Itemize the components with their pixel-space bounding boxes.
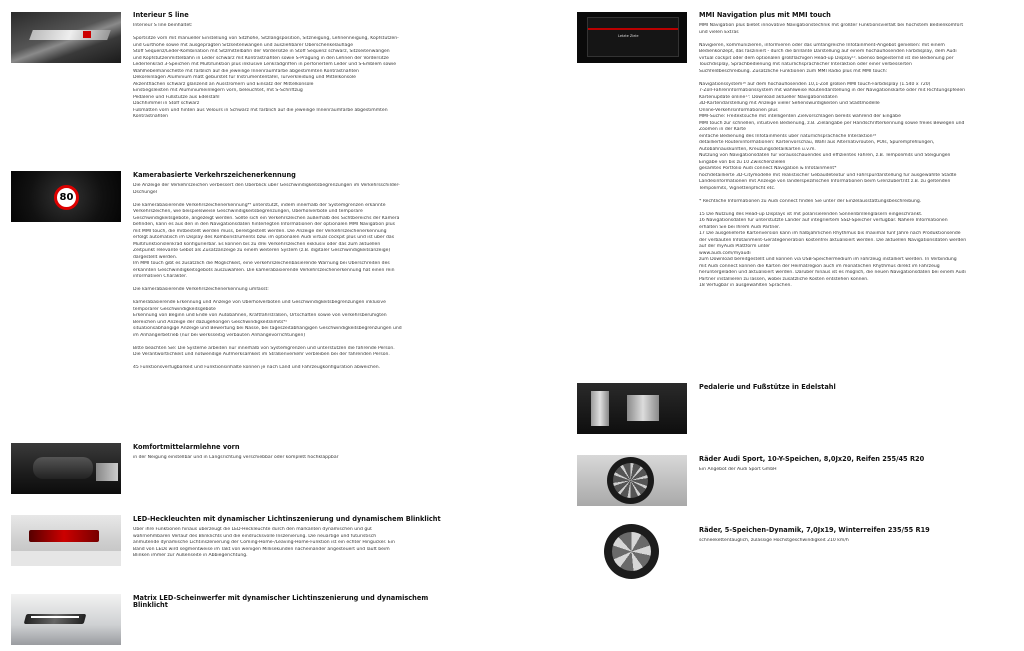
text-line: Suchfeldbeschreibung. Zusätzliche Funktionen zum MMI Radio plus mit MMI touch: [699,68,888,74]
text-line: Ein Angebot der Audi Sport GmbH [699,467,777,472]
wheel-rim-icon [613,463,648,498]
text-line: auf der myAudi Plattform unter [699,244,771,249]
text-line: heruntergeladen und aktualisiert werden. Darüber hinaus ist es möglich, die neuen Navigationsdaten bei einem Audi [699,270,966,275]
feature-title: MMI Navigation plus mit MMI touch [699,11,831,19]
text-line: in der Neigung einstellbar und in Längsrichtung verschiebbar oder komplett hochklappbar [133,455,339,460]
text-line: und Kopfstützenmittelbahn in Leder schwarz mit Kontrastnähten sowie S-Prägung in den Lehnen der Vordersitze [133,55,389,61]
text-line: situationsabhängige Anzeige und Bewertung bei Nässe, bei tageszeitabhängigen Geschwindigkeitsbegrenzungen und [133,326,402,331]
text-line: der verbauten Infotainment-Gerätegeneration kostenfrei aktualisiert werden. Die aktuellen Navigationsdaten werden [699,237,967,243]
text-line: Pedalerie und Fußstütze aus Edelstahl [133,94,220,100]
interior-sill-image [11,12,121,63]
text-line: anmutende dynamische Lichtinszenierung der Coming-Home-/Leaving-Home-Funktion ist ein echter Hingucker. Ein [133,540,395,545]
text-line: Zeitpunkt relevante Gebot als Zusatzanzeige zu einem weiteren System (z.B. digitaler Geschwindigkeitsanzeige) [133,248,391,253]
text-line: Akzentflächen schwarz glänzend an Ausströmern und Einsatz der Mittelkonsole [133,81,314,87]
headlight-image [11,594,121,645]
mmi-screen-label: Letzte Ziele [618,34,639,38]
feature-body [133,23,443,121]
text-line: Zoomen in der Karte [699,127,746,132]
text-line: erhalten Sie bei Ihrem Audi Partner. [699,224,781,230]
text-line: hochdetaillierte 3D-Citymodelle mit realistischer Gebäudetextur und Fahrspurdarstellung für ausgewählte Städte [699,172,957,178]
text-line: erkannten Geschwindigkeitsgebots auszuwählen. Die kamerabasierende Verkehrszeichenerkennung hat einen rein [133,267,395,273]
text-line: Bitte beachten Sie: Die Systeme arbeiten nur innerhalb von Systemgrenzen und unterstützen die fahrende Person. [133,345,395,351]
tail-light-image [11,515,121,566]
text-line: einfache Bedienung des Infotainments über natürlichsprachliche Interaktion¹⁸ [699,133,877,139]
text-line: * Rechtliche Informationen zu Audi connect finden Sie unter der Einzelausstattungsbeschreibung. [699,198,922,204]
feature-title-line2: Blinklicht [133,601,168,609]
text-line: gesamtes Portfolio Audi connect Navigation & Infotainment* [699,166,837,171]
text-line: Die Verantwortlichkeit und notwendige Aufmerksamkeit im Straßenverkehr verbleiben bei der fahrenden Person. [133,352,390,357]
text-line: 15 Die Nutzung des Head-up Displays ist mit polarisierenden Sonnenbrillengläsern eingeschränkt. [699,211,923,217]
feature-body [699,538,1011,545]
text-line: erfolgt automatisch im Display des Kombiinstruments bzw. im optionalen Audi virtual cockpit plus und ist über das [133,235,395,240]
text-line: befinden, kann es aus den in den Navigationsdaten hinterlegten Informationen der optionalen MMI Navigation plus [133,222,395,227]
text-line: Partner installieren zu lassen, wobei zusätzliche Kosten entstehen können. [699,276,869,282]
text-line: Tempolimits, Vignettenpflicht etc. [699,185,776,191]
text-line: Kartenupdate online¹⁷: Download aktueller Navigationsdaten [699,94,838,100]
wheel-rim-icon [612,532,651,571]
s-emblem-icon [83,31,91,38]
text-line: virtual cockpit oder dem optionalen großflächigen Head-up Display¹⁵. Ebenso begeisternd ist die Bedienung per [699,55,954,61]
text-line: Die kamerabasierende Verkehrszeichenerkennung⁴⁴ unterstützt, indem innerhalb der Systemgrenzen erkannte [133,202,386,208]
text-line: Geschwindigkeitsgebote, angezeigt werden. Sollte sich ein Verkehrszeichen außerhalb des Sichtbereichs der Kamera [133,215,400,221]
text-line: Autobahnauskünften, Kreuzungsdetailkarten u.v.m. [699,146,816,152]
feature-body [133,455,443,462]
text-line: Kontrastnähten [133,114,169,119]
text-line: Die kamerabasierende Verkehrszeichenerkennung umfasst: [133,287,269,292]
text-line: MMI-Suche: Freitextsuche mit intelligenten Zielvorschlägen bereits während der Eingabe [699,114,901,119]
text-line: temporärer Geschwindigkeitsgebote [133,306,216,312]
feature-body [699,467,1011,474]
text-line: und Gurthöhe sowie mit ausgeprägten Sitzseitenwangen und ausziehbarer Oberschenkelauflage [133,42,354,48]
feature-body [133,527,443,560]
text-line: im Anhängerbetrieb (nur bei werksseitig verbauten Anhängevorrichtungen) [133,332,306,338]
text-line: mit Audi connect können die Karten der Heimatregion auch im monatlichen Rhythmus direkt im Fahrzeug [699,263,940,269]
text-line: Im MMI touch gibt es zusätzlich die Möglichkeit, eine verkehrszeichenbasierende Warnung bei Überschreiten des [133,261,390,266]
feature-title: Räder, 5-Speichen-Dynamik, 7,0Jx19, Winterreifen 235/55 R19 [699,526,930,534]
text-line: Dekoreinlagen Aluminium matt gebürstet für Instrumententafel, Türverkleidung und Mittelkonsole [133,75,356,80]
text-line: Wählhebelmanschette mit farblich auf die jeweilige Innenraumfarbe abgestimmten Kontrastnähten [133,68,359,74]
text-line: Navigationssystem¹⁶ auf dem hochauflösenden 10,1-Zoll großen MMI touch-Farbdisplay (1.540 x 720) [699,81,931,87]
text-line: Bedienkonzept, das fasziniert - durch die brillante Darstellung auf einem hochauflösenden Farbdisplay, dem Audi [699,49,957,54]
text-line: Fußmatten vorn und hinten aus Velours in Schwarz mit farblich auf die jeweilige Innenraumfarbe abgestimmten [133,107,388,113]
text-line: Band von LEDs wird segmentweise im Takt von wenigen Millisekunden nacheinander angesteuert und läuft beim [133,546,390,552]
text-line: 45 Funktionsverfügbarkeit und Funktionsinhalte können je nach Land und Fahrzeugkonfiguration abweichen. [133,365,381,370]
text-line: Dschungel [133,189,157,195]
feature-body [699,23,1011,290]
feature-title: Komfortmittelarmlehne vorn [133,443,240,451]
text-line: Über ihre Funktionen hinaus überzeugt die LED-Heckleuchte durch den markanten dynamischen und gut [133,527,372,532]
text-line: detaillierte Routeninformationen: Kartenvorschau, Wahl aus Alternativrouten, POIs, Spurempfehlungen, [699,140,935,145]
text-line: www.audi.com/myaudi [699,250,751,256]
text-line: Sportsitze vorn mit manueller Einstellung von Sitzhöhe, Sitzlängsposition, Sitzneigung, Lehnenneigung, Kopfstützen- [133,36,399,41]
text-line: Navigieren, kommunizieren, informieren oder das umfangreiche Infotainment-Angebot genießen: mit einem [699,42,945,48]
text-line: Stoff Sequenz/Leder-Kombination mit Sitzmittelbahn der Vordersitze in Stoff Sequenz schwarz, Sitzseitenwangen [133,49,390,54]
text-line: Verkehrszeichen, wie beispielsweise Geschwindigkeitsbegrenzungen, Überholverbote und temporäre [133,209,363,214]
text-line: dargestellt werden. [133,254,178,260]
text-line: 7-Zoll-Fahrerinformationssystem mit wahlweise Routendarstellung in der Navigationskarte oder mit Richtungspfeilen [699,88,966,93]
mmi-display-image [577,12,687,63]
feature-body [133,183,443,372]
feature-title: Kamerabasierte Verkehrszeichenerkennung [133,171,296,179]
text-line: 17 Die ausgelieferte Kartenversion kann im halbjährlichen Rhythmus bis maximal fünf Jahre nach Produktionsende [699,231,961,236]
text-line: Nutzung von Navigationsdaten für vorausschauendes und effizientes Fahren, z.B. Tempolimits und Steigungen [699,153,951,158]
text-line: Dachhimmel in Stoff schwarz [133,101,200,106]
armrest-image [11,443,121,494]
text-line: wahrnehmbaren Verlauf des Blinklichts und die eindrucksvolle Inszenierung. Die neuartige und futuristisch [133,533,377,539]
text-line: Eingabe von bis zu 10 Zwischenzielen [699,159,786,165]
text-line: Interieur S line beinhaltet: [133,23,193,28]
feature-title: LED-Heckleuchten mit dynamischer Lichtinszenierung und dynamischem Blinklicht [133,515,441,523]
text-line: 16 Navigationsdaten für unterstützte Länder auf integriertem SSD-Speicher verfügbar. Nähere Informationen [699,218,948,223]
text-line: Blinken immer zur Außenseite in Abbiegerichtung. [133,553,248,558]
text-line: MMI touch zur schnellen, intuitiven Bedienung, z.B. Zielangabe per Handschrifterkennung sowie freies Bewegen und [699,120,965,126]
feature-title: Räder Audi Sport, 10-Y-Speichen, 8,0Jx20, Reifen 255/45 R20 [699,455,925,463]
traffic-sign-image [11,171,121,222]
text-line: schneekettentauglich, zulässige Höchstgeschwindigkeit 210 km/h [699,538,849,543]
text-line: Einstiegsleisten mit Aluminiumeinlegern vorn, beleuchtet, mit S-Schriftzug [133,88,303,93]
pedal-image [577,383,687,434]
text-line: informativen Charakter. [133,274,188,279]
feature-title: Pedalerie und Fußstütze in Edelstahl [699,383,836,391]
text-line: 3D-Kartendarstellung mit Anzeige vieler Sehenswürdigkeiten und Stadtmodelle [699,101,880,106]
text-line: Multifunktionslenkrad konfigurierbar. Es können bis zu drei Verkehrszeichen exklusiv oder das zum aktuellen [133,241,381,247]
text-line: Bereichen und Anzeige der dazugehörigen Geschwindigkeitslimits⁴⁵ [133,319,288,325]
text-line: kamerabasierende Erkennung und Anzeige von Überholverboten und Geschwindigkeitsbegrenzungen inklusive [133,300,386,305]
text-line: Online-Verkehrsinformationen plus [699,107,778,113]
feature-title: Interieur S line [133,11,189,19]
text-line: MMI Navigation plus bietet innovative Navigationstechnik mit größter Funktionsvielfalt bei höchstem Bedienkomfort [699,23,964,28]
speed-limit-sign-icon: 80 [54,185,79,210]
wheel-sport-image [577,455,687,506]
text-line: mit MMI touch, die mitbestellt werden muss, bereitgestellt werden. Die Anzeige der Verkehrszeichenerkennung [133,228,387,234]
text-line: und vielen Extras [699,29,739,35]
text-line: Landesinformationen mit Anzeige von länderspezifischen Informationen beim Grenzübertritt z.B. zu geltenden [699,179,951,184]
wheel-winter-image [577,521,687,581]
text-line: Die Anzeige der Verkehrszeichen verbessert den Überblick über Geschwindigkeitsbegrenzungen im Verkehrsschilder- [133,183,400,188]
text-line: Touchdisplay, Sprachbedienung mit natürlichsprachlicher Interaktion oder einer verbesserten [699,62,912,67]
text-line: Lederlenkrad 3-Speichen mit Multifunktion plus inklusive Lenkradgriffen in perforiertem Leder und S-Emblem sowie [133,62,397,67]
text-line: 18 Verfügbar in ausgewählten Sprachen. [699,283,792,288]
text-line: Erkennung von Beginn und Ende von Autobahnen, Kraftfahrstraßen, Ortschaften sowie von verkehrsberuhigten [133,313,387,318]
feature-title: Matrix LED-Scheinwerfer mit dynamischer Lichtinszenierung und dynamischem [133,594,429,602]
text-line: zum Download bereitgestellt und können via USB-Speichermedium im Fahrzeug installiert werden. In Verbindung [699,257,957,262]
